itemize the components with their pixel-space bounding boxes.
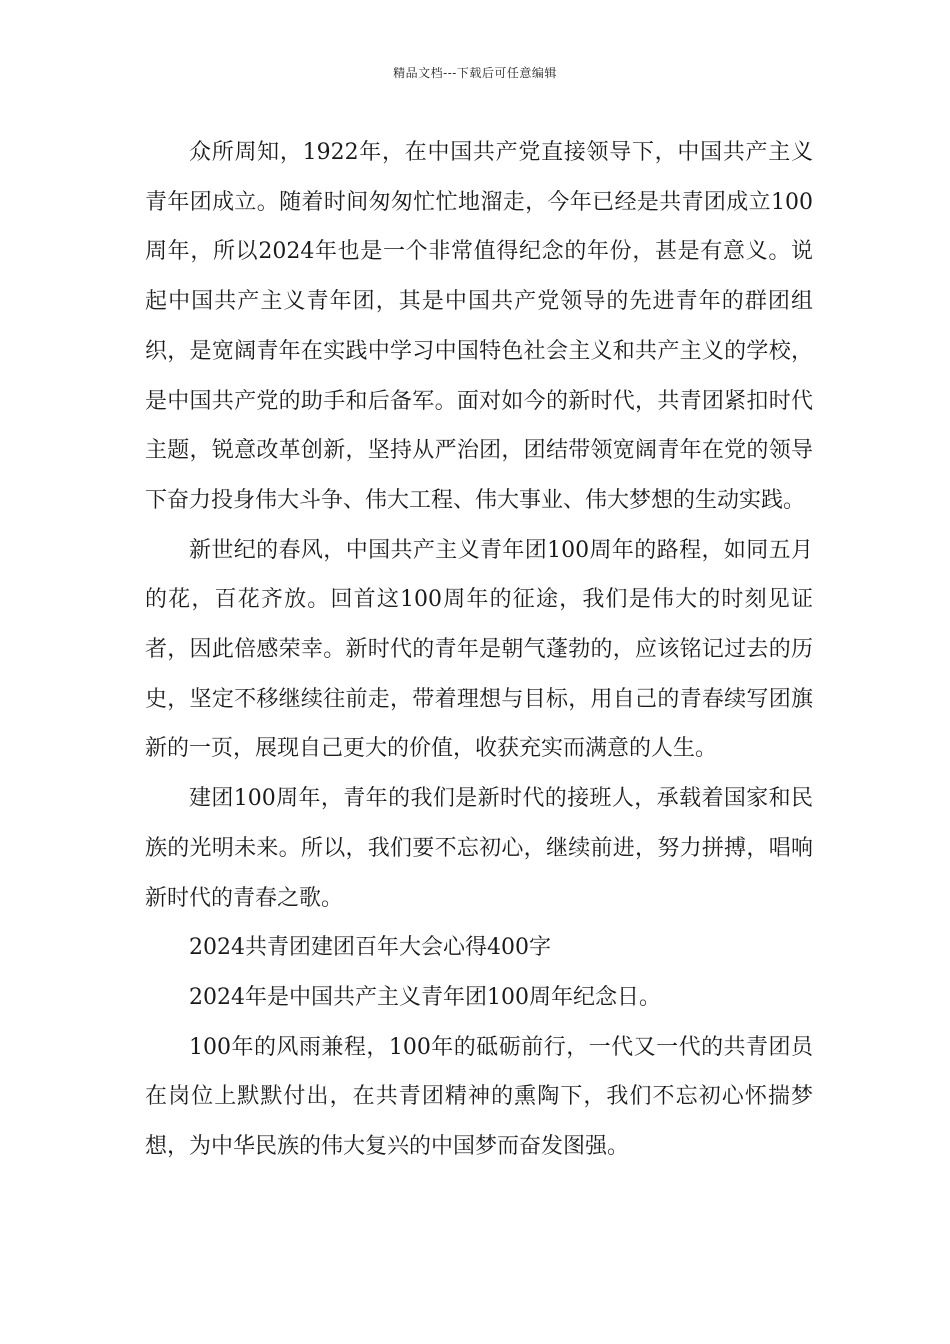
paragraph-100-years: 建团100周年，青年的我们是新时代的接班人，承载着国家和民族的光明未来。所以，我们要不忘初心，继续前进，努力拼搏，唱响新时代的青春之歌。: [145, 786, 813, 911]
paragraph-journey: 100年的风雨兼程，100年的砥砺前行，一代又一代的共青团员在岗位上默默付出，在共青团精神的熏陶下，我们不忘初心怀揣梦想，为中华民族的伟大复兴的中国梦而奋发图强。: [145, 1034, 813, 1160]
paragraph-intro: 众所周知，1922年，在中国共产党直接领导下，中国共产主义青年团成立。随着时间匆匆忙忙地溜走，今年已经是共青团成立100周年，所以2024年也是一个非常值得纪念的年份，甚是有意义。说起中国共产主义青年团，其是中国共产党领导的先进青年的群团组织，是宽阔青年在实践中学习中国特色社会主义和共产主义的学校，是中国共产党的助手和后备军。面对如今的新时代，共青团紧扣时代主题，锐意改革创新，坚持从严治团，团结带领宽阔青年在党的领导下奋力投身伟大斗争、伟大工程、伟大事业、伟大梦想的生动实践。: [145, 140, 813, 513]
paragraph-new-century: 新世纪的春风，中国共产主义青年团100周年的路程，如同五月的花，百花齐放。回首这100周年的征途，我们是伟大的时刻见证者，因此倍感荣幸。新时代的青年是朝气蓬勃的，应该铭记过去的历史，坚定不移继续往前走，带着理想与目标，用自己的青春续写团旗新的一页，展现自己更大的价值，收获充实而满意的人生。: [145, 537, 813, 762]
document-body: [145, 128, 813, 1172]
page-header: 精品文档---下载后可任意编辑: [393, 66, 557, 80]
section-title: 2024共青团建团百年大会心得400字: [189, 935, 551, 961]
paragraph-anniversary: 2024年是中国共产主义青年团100周年纪念日。: [189, 984, 661, 1010]
